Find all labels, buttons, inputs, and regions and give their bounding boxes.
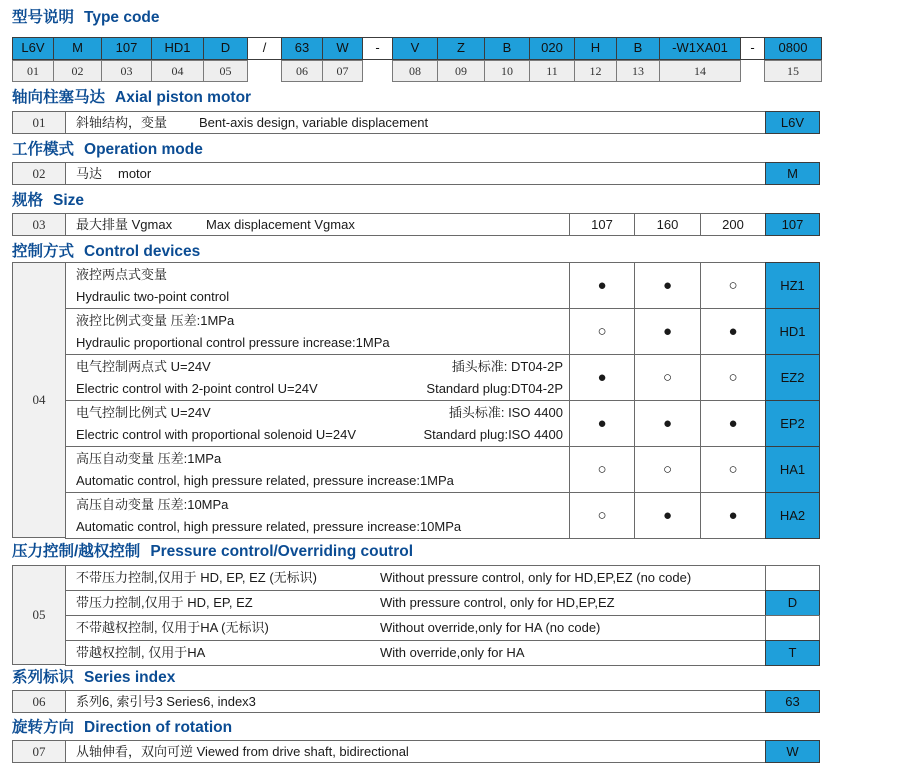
section-heading-control xyxy=(12,242,200,262)
available-dot-icon: ● xyxy=(700,492,766,539)
code-box-W: W xyxy=(765,740,820,763)
pressure-code-box: D xyxy=(765,590,820,616)
type-code-segment: HD1 xyxy=(151,37,204,60)
heading-cn: 型号说明 xyxy=(12,9,75,26)
control-desc-en: Hydraulic proportional control pressure increase:1MPa xyxy=(76,335,390,350)
option-number: 06 xyxy=(12,690,66,713)
unavailable-circle-icon: ○ xyxy=(700,446,766,493)
type-code-segment: - xyxy=(740,37,765,60)
operation-desc-cell xyxy=(65,162,766,185)
desc-cn: 马达 xyxy=(76,166,103,181)
heading-en: Pressure control/Overriding coutrol xyxy=(150,543,414,560)
control-code-box: EP2 xyxy=(765,400,820,447)
option-number: 01 xyxy=(12,111,66,134)
control-desc-cell xyxy=(65,308,570,355)
option-number: 05 xyxy=(12,565,66,665)
control-desc-cell xyxy=(65,400,570,447)
heading-en: Operation mode xyxy=(84,141,203,158)
desc-cn: 最大排量 Vgmax xyxy=(76,217,173,232)
heading-cn: 规格 xyxy=(12,192,44,209)
type-code-segment: B xyxy=(484,37,530,60)
control-desc-cn: 电气控制两点式 U=24V xyxy=(76,359,211,374)
type-code-position: 10 xyxy=(484,60,530,82)
heading-cn: 控制方式 xyxy=(12,243,75,260)
available-dot-icon: ● xyxy=(634,262,701,309)
type-code-segment: V xyxy=(392,37,438,60)
control-desc-cn: 高压自动变量 压差:10MPa xyxy=(76,497,229,512)
available-dot-icon: ● xyxy=(634,492,701,539)
heading-cn: 系列标识 xyxy=(12,669,75,686)
unavailable-circle-icon: ○ xyxy=(569,446,635,493)
control-desc-cell xyxy=(65,492,570,539)
code-box-L6V: L6V xyxy=(765,111,820,134)
section-heading-pressure xyxy=(12,542,413,562)
plug-standard-cn: 插头标准: ISO 4400 xyxy=(448,405,563,420)
type-code-segment: L6V xyxy=(12,37,54,60)
control-desc-cell xyxy=(65,354,570,401)
heading-cn: 压力控制/越权控制 xyxy=(12,543,141,560)
pressure-desc-en: Without override,only for HA (no code) xyxy=(380,620,601,635)
control-desc-cn: 电气控制比例式 U=24V xyxy=(76,405,211,420)
type-code-segment: 0800 xyxy=(764,37,822,60)
type-code-segment: -W1XA01 xyxy=(659,37,741,60)
series-desc-cell xyxy=(65,690,766,713)
control-code-box: EZ2 xyxy=(765,354,820,401)
type-code-position: 05 xyxy=(203,60,248,82)
unavailable-circle-icon: ○ xyxy=(700,262,766,309)
pressure-desc-cell xyxy=(65,565,766,591)
heading-en: Series index xyxy=(84,669,176,686)
pressure-desc-en: With override,only for HA xyxy=(380,645,525,660)
unavailable-circle-icon: ○ xyxy=(634,446,701,493)
type-code-position: 09 xyxy=(437,60,485,82)
pressure-code-box: T xyxy=(765,640,820,666)
type-code-position: 12 xyxy=(574,60,617,82)
type-code-segment: M xyxy=(53,37,102,60)
available-dot-icon: ● xyxy=(700,400,766,447)
type-code-position: 14 xyxy=(659,60,741,82)
control-desc-cell xyxy=(65,262,570,309)
pressure-desc-cell xyxy=(65,615,766,641)
type-code-segment: - xyxy=(362,37,393,60)
pressure-code-empty xyxy=(765,615,820,641)
size-value: 160 xyxy=(634,213,701,236)
pressure-desc-en: With pressure control, only for HD,EP,EZ xyxy=(380,595,615,610)
section-heading-series xyxy=(12,668,175,688)
unavailable-circle-icon: ○ xyxy=(569,492,635,539)
type-code-segment: W xyxy=(322,37,363,60)
pressure-desc-cell xyxy=(65,590,766,616)
heading-en: Axial piston motor xyxy=(115,89,252,106)
desc-en: Bent-axis design, variable displacement xyxy=(199,115,429,130)
desc-en: motor xyxy=(118,166,152,181)
heading-cn: 旋转方向 xyxy=(12,719,75,736)
pressure-desc-cn: 不带越权控制, 仅用于HA (无标识) xyxy=(76,620,269,635)
plug-standard-en: Standard plug:DT04-2P xyxy=(426,381,563,396)
heading-cn: 轴向柱塞马达 xyxy=(12,89,106,106)
control-desc-en: Hydraulic two-point control xyxy=(76,289,230,304)
type-code-segment: H xyxy=(574,37,617,60)
option-number: 04 xyxy=(12,262,66,538)
type-code-position: 04 xyxy=(151,60,204,82)
available-dot-icon: ● xyxy=(700,308,766,355)
type-code-heading xyxy=(12,8,160,28)
pressure-desc-cell xyxy=(65,640,766,666)
available-dot-icon: ● xyxy=(569,262,635,309)
type-code-position: 11 xyxy=(529,60,575,82)
control-code-box: HA1 xyxy=(765,446,820,493)
size-value: 107 xyxy=(569,213,635,236)
section-heading-rotation xyxy=(12,718,232,738)
section-heading-motor xyxy=(12,88,251,108)
type-code-segment: 107 xyxy=(101,37,152,60)
pressure-code-empty xyxy=(765,565,820,591)
type-code-segment: B xyxy=(616,37,660,60)
size-desc-cell xyxy=(65,213,570,236)
size-value: 200 xyxy=(700,213,766,236)
available-dot-icon: ● xyxy=(569,354,635,401)
type-code-segment: / xyxy=(247,37,282,60)
rotation-desc-cell xyxy=(65,740,766,763)
type-code-position: 08 xyxy=(392,60,438,82)
heading-en: Control devices xyxy=(84,243,201,260)
type-code-position: 07 xyxy=(322,60,363,82)
available-dot-icon: ● xyxy=(634,400,701,447)
type-code-segment: 020 xyxy=(529,37,575,60)
motor-desc-cell xyxy=(65,111,766,134)
desc-cn: 斜轴结构，变量 xyxy=(76,115,168,130)
control-desc-cn: 高压自动变量 压差:1MPa xyxy=(76,451,222,466)
type-code-position: 01 xyxy=(12,60,54,82)
control-desc-cn: 液控两点式变量 xyxy=(76,267,168,282)
desc: 系列6, 索引号3 Series6, index3 xyxy=(76,694,256,709)
control-code-box: HZ1 xyxy=(765,262,820,309)
type-code-segment: Z xyxy=(437,37,485,60)
section-heading-size xyxy=(12,191,84,211)
control-desc-en: Electric control with 2-point control U=24V xyxy=(76,381,318,396)
type-code-position: 03 xyxy=(101,60,152,82)
type-code-position: 06 xyxy=(281,60,323,82)
plug-standard-en: Standard plug:ISO 4400 xyxy=(423,427,563,442)
pressure-desc-en: Without pressure control, only for HD,EP,EZ (no code) xyxy=(380,570,692,585)
available-dot-icon: ● xyxy=(569,400,635,447)
control-desc-en: Electric control with proportional solenoid U=24V xyxy=(76,427,357,442)
code-box-63: 63 xyxy=(765,690,820,713)
unavailable-circle-icon: ○ xyxy=(569,308,635,355)
heading-en: Type code xyxy=(84,9,160,26)
pressure-desc-cn: 不带压力控制,仅用于 HD, EP, EZ (无标识) xyxy=(76,570,317,585)
option-number: 07 xyxy=(12,740,66,763)
section-heading-operation xyxy=(12,140,203,160)
code-box-M: M xyxy=(765,162,820,185)
available-dot-icon: ● xyxy=(634,308,701,355)
desc: 从轴伸看，双向可逆 Viewed from drive shaft, bidirectional xyxy=(76,744,409,759)
control-desc-en: Automatic control, high pressure related, pressure increase:10MPa xyxy=(76,519,462,534)
type-code-position: 15 xyxy=(764,60,822,82)
control-desc-cn: 液控比例式变量 压差:1MPa xyxy=(76,313,235,328)
heading-cn: 工作模式 xyxy=(12,141,75,158)
control-code-box: HD1 xyxy=(765,308,820,355)
control-desc-cell xyxy=(65,446,570,493)
heading-en: Size xyxy=(53,192,85,209)
option-number: 02 xyxy=(12,162,66,185)
type-code-position: 13 xyxy=(616,60,660,82)
type-code-position: 02 xyxy=(53,60,102,82)
desc-en: Max displacement Vgmax xyxy=(206,217,355,232)
unavailable-circle-icon: ○ xyxy=(634,354,701,401)
pressure-desc-cn: 带压力控制,仅用于 HD, EP, EZ xyxy=(76,595,253,610)
option-number: 03 xyxy=(12,213,66,236)
control-desc-en: Automatic control, high pressure related, pressure increase:1MPa xyxy=(76,473,454,488)
control-code-box: HA2 xyxy=(765,492,820,539)
type-code-segment: 63 xyxy=(281,37,323,60)
type-code-segment: D xyxy=(203,37,248,60)
code-box-107: 107 xyxy=(765,213,820,236)
unavailable-circle-icon: ○ xyxy=(700,354,766,401)
pressure-desc-cn: 带越权控制, 仅用于HA xyxy=(76,645,206,660)
heading-en: Direction of rotation xyxy=(84,719,233,736)
plug-standard-cn: 插头标准: DT04-2P xyxy=(451,359,563,374)
